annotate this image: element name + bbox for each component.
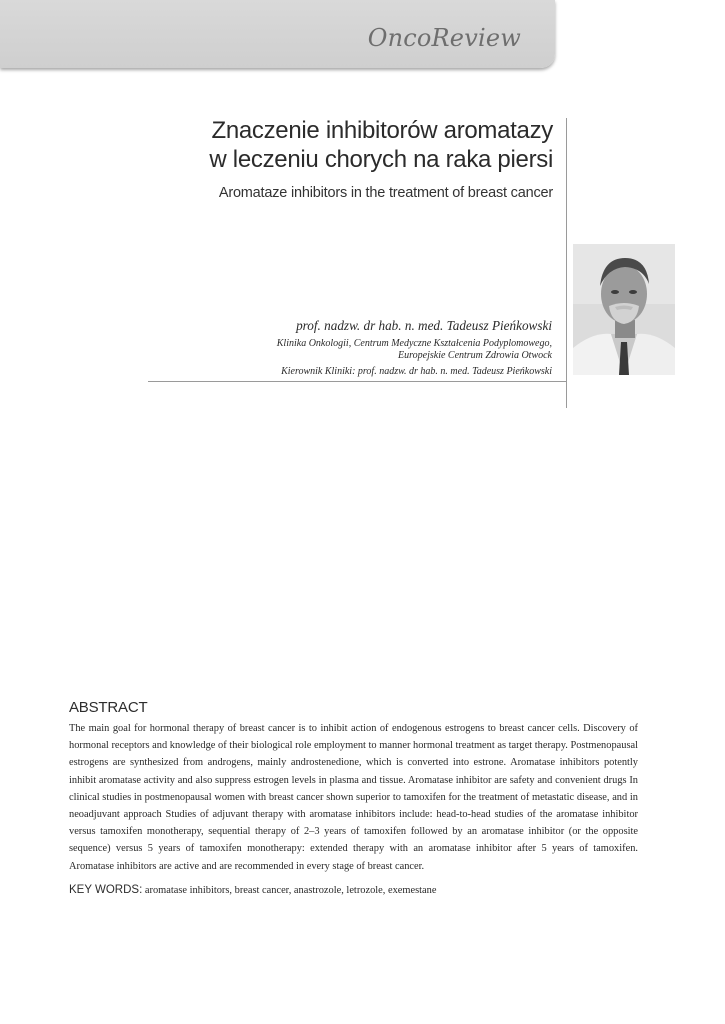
journal-name: OncoReview bbox=[367, 24, 521, 52]
abstract-heading: ABSTRACT bbox=[69, 699, 148, 716]
author-photo bbox=[573, 244, 675, 375]
author-name: prof. nadzw. dr hab. n. med. Tadeusz Pieńkowski bbox=[296, 318, 552, 333]
journal-header-band bbox=[0, 0, 555, 68]
horizontal-divider bbox=[148, 381, 566, 382]
vertical-divider bbox=[566, 118, 567, 408]
article-title-line-2: w leczeniu chorych na raka piersi bbox=[209, 146, 553, 173]
keywords-label: KEY WORDS: bbox=[69, 884, 143, 896]
abstract-text: The main goal for hormonal therapy of breast cancer is to inhibit action of endogenous estrogens to breast cancer cells. Discovery of hormonal receptors and knowledge of their biological role employment to manner hormonal treatment as target therapy. Postmenopausal estrogens are synthesized from androgens, mainly androstenedione, which is converted into estrone. Aromatase inhibitors potently inhibit aromatase activity and also suppress estrogen levels in plasma and tissue. Aromatase inhibitor are safety and convenient drugs In clinical studies in postmenopausal women with breast cancer shown superior to tamoxifen for the treatment of metastatic disease, and in neoadjuvant approach Studies of adjuvant therapy with aromatase inhibitors include: head-to-head studies of the aromatase inhibitor versus tamoxifen monotherapy, sequential therapy of 2–3 years of tamoxifen followed by an aromatase inhibitor (or the opposite sequence) versus 5 years of tamoxifen monotherapy: extended therapy with an aromatase inhibitor after 5 years of tamoxifen. Aromatase inhibitors are active and are recommended in every stage of breast cancer. bbox=[69, 723, 638, 872]
article-subtitle: Aromataze inhibitors in the treatment of breast cancer bbox=[218, 185, 553, 201]
keywords bbox=[69, 884, 638, 896]
affiliation-line-2: Europejskie Centrum Zdrowia Otwock bbox=[398, 350, 552, 361]
article-title-line-1: Znaczenie inhibitorów aromatazy bbox=[211, 117, 553, 144]
author-affiliation bbox=[132, 338, 552, 362]
head-of-clinic: Kierownik Kliniki: prof. nadzw. dr hab. n. med. Tadeusz Pieńkowski bbox=[281, 366, 552, 377]
affiliation-line-1: Klinika Onkologii, Centrum Medyczne Kształcenia Podyplomowego, bbox=[276, 338, 552, 349]
keywords-list: aromatase inhibitors, breast cancer, anastrozole, letrozole, exemestane bbox=[144, 885, 437, 896]
article-title bbox=[133, 116, 553, 174]
